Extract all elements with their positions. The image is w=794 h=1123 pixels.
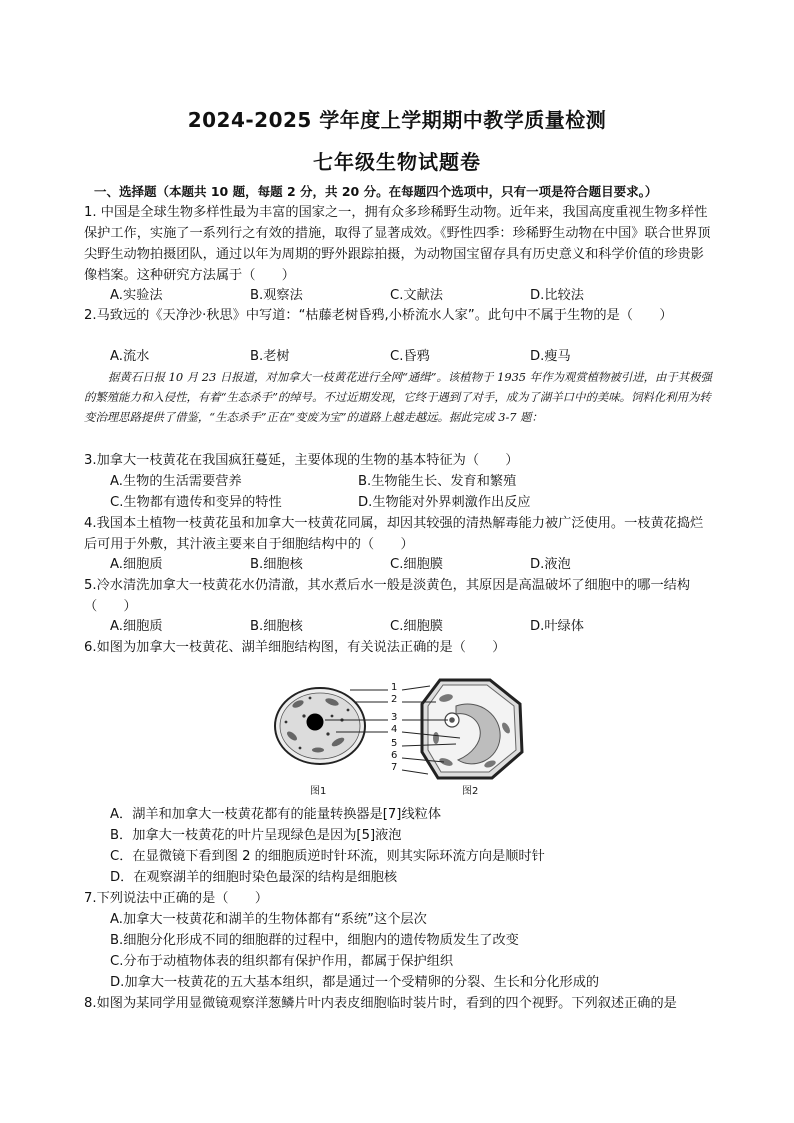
q3-option-a[interactable]: A.生物的生活需要营养 <box>110 474 242 489</box>
question-5-options <box>110 616 710 637</box>
exam-subtitle: 七年级生物试题卷 <box>313 150 481 174</box>
q2-option-b[interactable]: B.老树 <box>250 349 290 364</box>
question-4-stem: 4.我国本土植物一枝黄花虽和加拿大一枝黄花同属，却因其较强的清热解毒能力被广泛使用。一枝黄花捣烂后可用于外敷，其汁液主要来自于细胞结构中的（ ） <box>84 516 704 552</box>
q7-option-d[interactable]: D.加拿大一枝黄花的五大基本组织，都是通过一个受精卵的分裂、生长和分化形成的 <box>110 975 600 990</box>
q5-option-c[interactable]: C.细胞膜 <box>390 619 443 634</box>
q4-option-c[interactable]: C.细胞膜 <box>390 557 443 572</box>
q2-option-d[interactable]: D.瘦马 <box>530 349 571 364</box>
figure-label-4: 4 <box>391 724 398 735</box>
question-1-stem: 1. 中国是全球生物多样性最为丰富的国家之一，拥有众多珍稀野生动物。近年来，我国高度重视生物多样性保护工作，实施了一系列行之有效的措施，取得了显著成效。《野性四季：珍稀野生动物在中国》联合世界顶尖野生动物拍摄团队，通过以年为周期的野外跟踪拍摄，为动物国宝留存具有历史意义和科学价值的珍贵影像档案。这种研究方法属于（ ） <box>84 205 711 283</box>
cell-diagram-svg <box>270 676 530 798</box>
q6-option-c[interactable]: C．在显微镜下看到图 2 的细胞质逆时针环流，则其实际环流方向是顺时针 <box>110 849 545 864</box>
q3-option-b[interactable]: B.生物能生长、发育和繁殖 <box>358 474 517 489</box>
q7-option-c[interactable]: C.分布于动植物体表的组织都有保护作用，都属于保护组织 <box>110 954 454 969</box>
figure-caption-2: 图2 <box>462 786 479 797</box>
q2-option-c[interactable]: C.昏鸦 <box>390 349 430 364</box>
figure-label-2: 2 <box>391 694 398 705</box>
q5-option-a[interactable]: A.细胞质 <box>110 619 163 634</box>
q1-option-a[interactable]: A.实验法 <box>110 288 163 303</box>
q6-option-d[interactable]: D．在观察湖羊的细胞时染色最深的结构是细胞核 <box>110 870 398 885</box>
question-3-stem: 3.加拿大一枝黄花在我国疯狂蔓延，主要体现的生物的基本特征为（ ） <box>84 453 519 468</box>
question-6-stem: 6.如图为加拿大一枝黄花、湖羊细胞结构图，有关说法正确的是（ ） <box>84 640 506 655</box>
question-7-stem: 7.下列说法中正确的是（ ） <box>84 891 269 906</box>
figure-label-1: 1 <box>391 682 398 693</box>
q6-option-a[interactable]: A．湖羊和加拿大一枝黄花都有的能量转换器是[7]线粒体 <box>110 807 442 822</box>
animal-cell <box>275 688 365 764</box>
question-4-options <box>110 554 710 575</box>
question-1-options <box>110 285 710 306</box>
exam-title: 2024-2025 学年度上学期期中教学质量检测 <box>187 108 607 132</box>
q7-option-b[interactable]: B.细胞分化形成不同的细胞群的过程中，细胞内的遗传物质发生了改变 <box>110 933 519 948</box>
cell-structure-figure <box>270 676 530 798</box>
section-heading: 一、选择题（本题共 10 题，每题 2 分，共 20 分。在每题四个选项中，只有一项是符合题目要求。） <box>94 184 658 199</box>
question-2-options <box>110 346 710 367</box>
figure-label-6: 6 <box>391 750 398 761</box>
q1-option-b[interactable]: B.观察法 <box>250 288 303 303</box>
q3-option-d[interactable]: D.生物能对外界刺激作出反应 <box>358 495 531 510</box>
q4-option-d[interactable]: D.液泡 <box>530 557 571 572</box>
q1-option-c[interactable]: C.文献法 <box>390 288 443 303</box>
q6-option-b[interactable]: B．加拿大一枝黄花的叶片呈现绿色是因为[5]液泡 <box>110 828 402 843</box>
figure-label-7: 7 <box>391 762 398 773</box>
question-2-stem: 2.马致远的《天净沙·秋思》中写道：“枯藤老树昏鸦,小桥流水人家”。此句中不属于生物的是（ ） <box>84 308 673 323</box>
plant-cell <box>422 680 522 778</box>
q5-option-b[interactable]: B.细胞核 <box>250 619 303 634</box>
question-3-options-row2 <box>110 492 710 513</box>
reading-passage: 据黄石日报 10 月 23 日报道，对加拿大一枝黄花进行全网“通缉”。该植物于 1935 年作为观赏植物被引进，由于其极强的繁殖能力和入侵性，有着“生态杀手”的绰号。不过近期发现，它终于遇到了对手，成为了湖羊口中的美味。饲料化利用为转变治理思路提供了借鉴，“生态杀手”正在“变废为宝”的道路上越走越远。据此完成 3-7 题： <box>84 370 712 424</box>
q4-option-a[interactable]: A.细胞质 <box>110 557 163 572</box>
q2-option-a[interactable]: A.流水 <box>110 349 150 364</box>
figure-label-3: 3 <box>391 712 398 723</box>
figure-caption-1: 图1 <box>310 786 327 797</box>
q4-option-b[interactable]: B.细胞核 <box>250 557 303 572</box>
question-3-options-row1 <box>110 471 710 492</box>
q3-option-c[interactable]: C.生物都有遗传和变异的特性 <box>110 495 282 510</box>
q7-option-a[interactable]: A.加拿大一枝黄花和湖羊的生物体都有“系统”这个层次 <box>110 912 427 927</box>
figure-label-5: 5 <box>391 738 398 749</box>
q5-option-d[interactable]: D.叶绿体 <box>530 619 584 634</box>
question-5-stem: 5.冷水清洗加拿大一枝黄花水仍清澈，其水煮后水一般是淡黄色，其原因是高温破坏了细胞中的哪一结构（ ） <box>84 578 691 614</box>
q1-option-d[interactable]: D.比较法 <box>530 288 584 303</box>
question-8-stem: 8.如图为某同学用显微镜观察洋葱鳞片叶内表皮细胞临时装片时，看到的四个视野。下列叙述正确的是 <box>84 996 677 1011</box>
